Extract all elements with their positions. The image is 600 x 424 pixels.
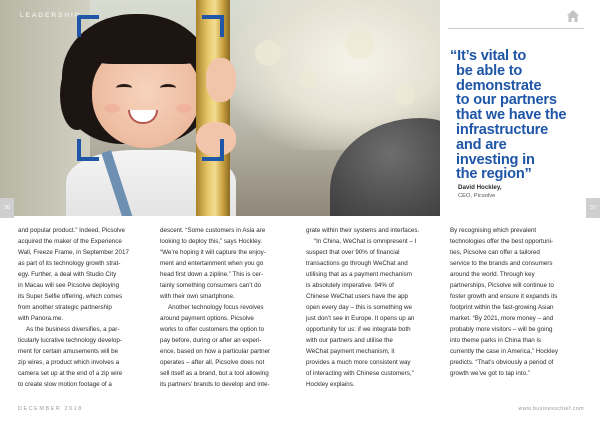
body-text-line: of interacting with Chinese customers,” (306, 370, 414, 377)
photo-girl-eye (160, 84, 176, 92)
body-text-line: opportunity for us: if we integrate both (306, 326, 411, 333)
body-text-line: pay before, during or after an experi- (160, 337, 262, 344)
body-text-line: predicts. “That’s obviously a period of (450, 359, 554, 366)
body-paragraph (306, 225, 441, 236)
body-text-line: footprint within the fast-growing Asian (450, 304, 554, 311)
home-icon[interactable] (566, 9, 580, 23)
quote-author-role: CEO, Picsolve (458, 193, 496, 199)
body-paragraph (160, 302, 295, 390)
body-text-line: descent. “Some customers in Asia are (160, 227, 266, 234)
photo-bokeh (345, 30, 375, 60)
body-paragraph (306, 236, 441, 390)
body-text-line: zip wires, a product which involves a (18, 359, 120, 366)
body-text-line: its partners’ brands to develop and inte- (160, 381, 270, 388)
body-paragraph (450, 225, 585, 379)
body-text-line: WeChat payment mechanism, it (306, 348, 395, 355)
body-text-line: around payment options. Picsolve (160, 315, 254, 322)
body-text-line: egy. Further, a deal with Studio City (18, 271, 117, 278)
pull-quote-line: the region” (456, 166, 532, 183)
body-text-line: ment for certain amusements will be (18, 348, 119, 355)
pull-quote-line: and are (456, 136, 507, 153)
body-text-line: looking to deploy this,” says Hockley. (160, 238, 263, 245)
body-text-line: As the business diversifies, a par- (26, 326, 120, 333)
photo-girl-cheek (176, 104, 192, 113)
body-text-line: currently the case in America,” Hockley (450, 348, 559, 355)
body-text-line: with our partners and utilise the (306, 337, 393, 344)
pull-quote-line: “It’s vital to (450, 48, 527, 64)
body-text-line: sell itself as a brand, but a tool allowing (160, 370, 269, 377)
pull-quote-line: infrastructure (456, 121, 549, 138)
pull-quote-line: be able to (456, 62, 523, 79)
photo-bokeh (395, 85, 415, 105)
body-text-line: operates – after all, Picsolve does not (160, 359, 265, 366)
body-text-line: with their own smartphone. (160, 293, 235, 300)
footer-issue-date: DECEMBER 2018 (18, 406, 83, 412)
body-paragraph (18, 225, 153, 324)
photo-corner-bracket (202, 139, 224, 161)
body-text-line: grate within their systems and interfaces. (306, 227, 420, 234)
photo-girl-bangs (90, 30, 204, 64)
body-text-line: Hockley explains. (306, 381, 355, 388)
body-text-line: Chinese WeChat users have the app (306, 293, 409, 300)
footer-website-link[interactable]: www.businesschief.com (518, 406, 584, 412)
page-number-left: 36 (0, 198, 14, 218)
body-text-line: open every day – this is something we (306, 304, 412, 311)
body-text-line: market. “By 2021, more money – and (450, 315, 554, 322)
body-column-2 (160, 225, 295, 390)
header-divider (448, 28, 584, 29)
photo-bokeh (300, 70, 318, 88)
pull-quote-line: that we have the (456, 107, 567, 124)
body-text-line: from another strategic partnership (18, 304, 112, 311)
body-text-line: utilising that as a payment mechanism (306, 271, 412, 278)
body-text-line: foster growth and ensure it expands its (450, 293, 558, 300)
page-number-right: 37 (586, 198, 600, 218)
body-text-line: acquired the maker of the Experience (18, 238, 122, 245)
body-text-line: is absolutely imperative. 94% of (306, 282, 394, 289)
body-column-4 (450, 225, 585, 379)
photo-girl-cheek (104, 104, 120, 113)
pull-quote-line: demonstrate (456, 77, 542, 94)
body-text-line: By recognising which prevalent (450, 227, 537, 234)
body-text-line: into theme parks in China than is (450, 337, 542, 344)
body-text-line: as part of its technology growth strat- (18, 260, 121, 267)
body-text-line: ence, based on how a particular partner (160, 348, 271, 355)
body-text-line: camera set up at the end of a zip wire (18, 370, 123, 377)
pull-quote-line: investing in (456, 151, 535, 168)
body-text-line: partnerships, Picsolve will continue to (450, 282, 554, 289)
body-text-line: head first down a zipline.” This is cer- (160, 271, 264, 278)
photo-girl-eye (116, 84, 132, 92)
body-text-line: provides a much more consistent way (306, 359, 411, 366)
photo-corner-bracket (77, 139, 99, 161)
photo-girl-hand (206, 58, 236, 102)
photo-corner-bracket (202, 15, 224, 37)
body-text-line: tainly something consumers can’t do (160, 282, 262, 289)
section-label: LEADERSHIP (20, 12, 82, 19)
body-text-line: service to the brands and consumers (450, 260, 553, 267)
pull-quote (450, 49, 590, 182)
body-text-line: probably more visitors – will be going (450, 326, 553, 333)
body-text-line: and popular product.” Indeed, Picsolve (18, 227, 126, 234)
body-text-line: works to offer customers the option to (160, 326, 265, 333)
body-text-line: around the world. Through key (450, 271, 535, 278)
body-text-line: with Panora.me. (18, 315, 64, 322)
body-text-line: to create slow motion footage of a (18, 381, 112, 388)
body-text-line: just don’t see in Europe. It opens up an (306, 315, 415, 322)
body-text-line: suspect that over 90% of financial (306, 249, 400, 256)
body-column-1 (18, 225, 153, 390)
body-text-line: ment and entertainment when you go (160, 260, 264, 267)
body-paragraph (18, 324, 153, 390)
body-text-line: growth we’ve got to tap into.” (450, 370, 530, 377)
pull-quote-line: to our partners (456, 92, 557, 109)
body-text-line: Another technology focus revolves (168, 304, 264, 311)
body-text-line: transactions go through WeChat and (306, 260, 408, 267)
body-text-line: technologies offer the best opportuni- (450, 238, 554, 245)
quote-author: David Hockley, (458, 184, 502, 191)
body-text-line: ties, Picsolve can offer a tailored (450, 249, 540, 256)
body-text-line: ticularly lucrative technology develop- (18, 337, 122, 344)
body-paragraph (160, 225, 295, 302)
body-text-line: Wall, Freeze Frame, in September 2017 (18, 249, 129, 256)
body-text-line: its Super Selfie offering, which comes (18, 293, 123, 300)
photo-bokeh (255, 40, 281, 66)
body-text-line: “We’re hoping it will capture the enjoy- (160, 249, 266, 256)
body-text-line: “In China, WeChat is omnipresent – I (314, 238, 417, 245)
body-column-3 (306, 225, 441, 390)
body-text-line: in Macau will see Picsolve deploying (18, 282, 120, 289)
